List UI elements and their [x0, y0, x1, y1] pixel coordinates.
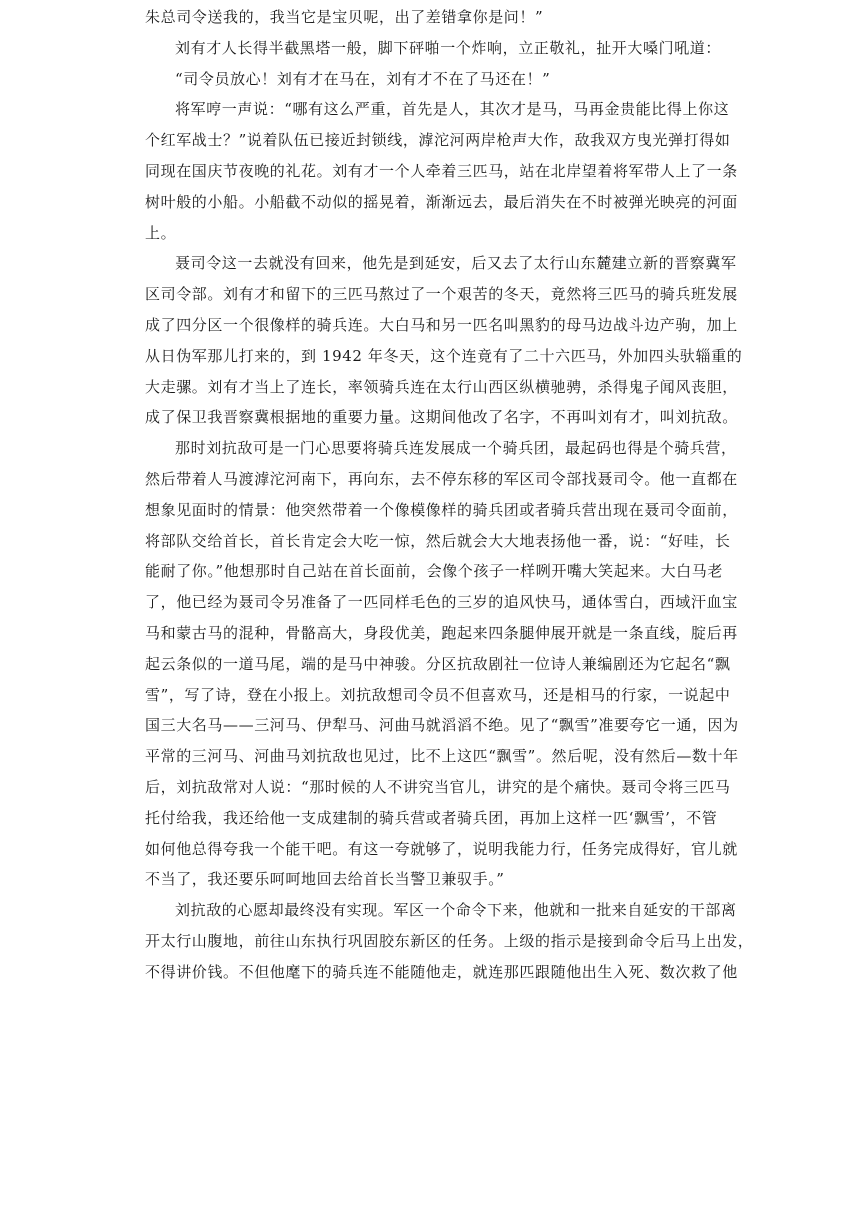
- text-line: 想象见面时的情景：他突然带着一个像模像样的骑兵团或者骑兵营出现在聂司令面前，: [145, 500, 738, 519]
- text-line: 成了四分区一个很像样的骑兵连。大白马和另一匹名叫黑豹的母马边战斗边产驹，加上: [145, 315, 738, 334]
- text-line: 托付给我，我还给他一支成建制的骑兵营或者骑兵团，再加上这样一匹‘飘雪’，不管: [145, 808, 718, 827]
- text-line: 刘有才人长得半截黑塔一般，脚下砰啪一个炸响，立正敬礼，扯开大嗓门吼道：: [175, 38, 722, 57]
- text-line: 开太行山腹地，前往山东执行巩固胶东新区的任务。上级的指示是接到命令后马上出发，: [145, 931, 754, 950]
- text-line: 大走骡。刘有才当上了连长，率领骑兵连在太行山西区纵横驰骋，杀得鬼子闻风丧胆，: [145, 377, 738, 396]
- text-line: 不得讲价钱。不但他麾下的骑兵连不能随他走，就连那匹跟随他出生入死、数次救了他: [145, 962, 738, 981]
- text-line: 刘抗敌的心愿却最终没有实现。军区一个命令下来，他就和一批来自延安的干部离: [175, 901, 737, 920]
- text-line: 如何他总得夸我一个能干吧。有这一夸就够了，说明我能力行，任务完成得好，官儿就: [145, 839, 738, 858]
- text-line: 将军哼一声说：“哪有这么严重，首先是人，其次才是马，马再金贵能比得上你这: [175, 100, 730, 119]
- text-line: 个红军战士？”说着队伍已接近封锁线，滹沱河两岸枪声大作，敌我双方曳光弹打得如: [145, 131, 731, 150]
- text-line: 那时刘抗敌可是一门心思要将骑兵连发展成一个骑兵团，最起码也得是个骑兵营，: [175, 439, 737, 458]
- text-line: 将部队交给首长，首长肯定会大吃一惊，然后就会大大地表扬他一番，说：“好哇，长: [145, 531, 731, 550]
- text-line: 上。: [145, 223, 177, 242]
- text-line: 起云条似的一道马尾，端的是马中神骏。分区抗敌剧社一位诗人兼编剧还为它起名“飘: [145, 654, 731, 673]
- text-line: 不当了，我还要乐呵呵地回去给首长当警卫兼驭手。”: [145, 870, 505, 889]
- text-line: 从日伪军那儿打来的，到 1942 年冬天，这个连竟有了二十六匹马，外加四头驮辎重的: [145, 346, 743, 365]
- text-line: 了，他已经为聂司令另准备了一匹同样毛色的三岁的追风快马，通体雪白，西域汗血宝: [145, 593, 738, 612]
- text-line: 树叶般的小船。小船截不动似的摇晃着，渐渐远去，最后消失在不时被弹光映亮的河面: [145, 192, 738, 211]
- text-line: 能耐了你。”他想那时自己站在首长面前，会像个孩子一样咧开嘴大笑起来。大白马老: [145, 562, 723, 581]
- text-line: 区司令部。刘有才和留下的三匹马熬过了一个艰苦的冬天，竟然将三匹马的骑兵班发展: [145, 285, 738, 304]
- text-line: “司令员放心！刘有才在马在，刘有才不在了马还在！”: [175, 69, 551, 88]
- text-line: 成了保卫我晋察冀根据地的重要力量。这期间他改了名字，不再叫刘有才，叫刘抗敌。: [145, 408, 738, 427]
- text-line: 马和蒙古马的混种，骨骼高大，身段优美，跑起来四条腿伸展开就是一条直线，腚后再: [145, 623, 738, 642]
- text-line: 朱总司令送我的，我当它是宝贝呢，出了差错拿你是问！”: [145, 8, 544, 26]
- text-line: 后，刘抗敌常对人说：“那时候的人不讲究当官儿，讲究的是个痛快。聂司令将三匹马: [145, 777, 731, 796]
- text-line: 雪”，写了诗，登在小报上。刘抗敌想司令员不但喜欢马，还是相马的行家，一说起中: [145, 685, 731, 704]
- text-line: 聂司令这一去就没有回来，他先是到延安，后又去了太行山东麓建立新的晋察冀军: [175, 254, 737, 273]
- body-text: [145, 2, 754, 988]
- text-line: 国三大名马——三河马、伊犁马、河曲马就滔滔不绝。见了“飘雪”准要夸它一通，因为: [145, 716, 739, 735]
- text-line: 然后带着人马渡滹沱河南下，再向东，去不停东移的军区司令部找聂司令。他一直都在: [145, 469, 738, 488]
- text-line: 同现在国庆节夜晚的礼花。刘有才一个人牵着三匹马，站在北岸望着将军带人上了一条: [145, 161, 738, 180]
- text-line: 平常的三河马、河曲马刘抗敌也见过，比不上这匹“飘雪”。然后呢，没有然后—数十年: [145, 747, 739, 766]
